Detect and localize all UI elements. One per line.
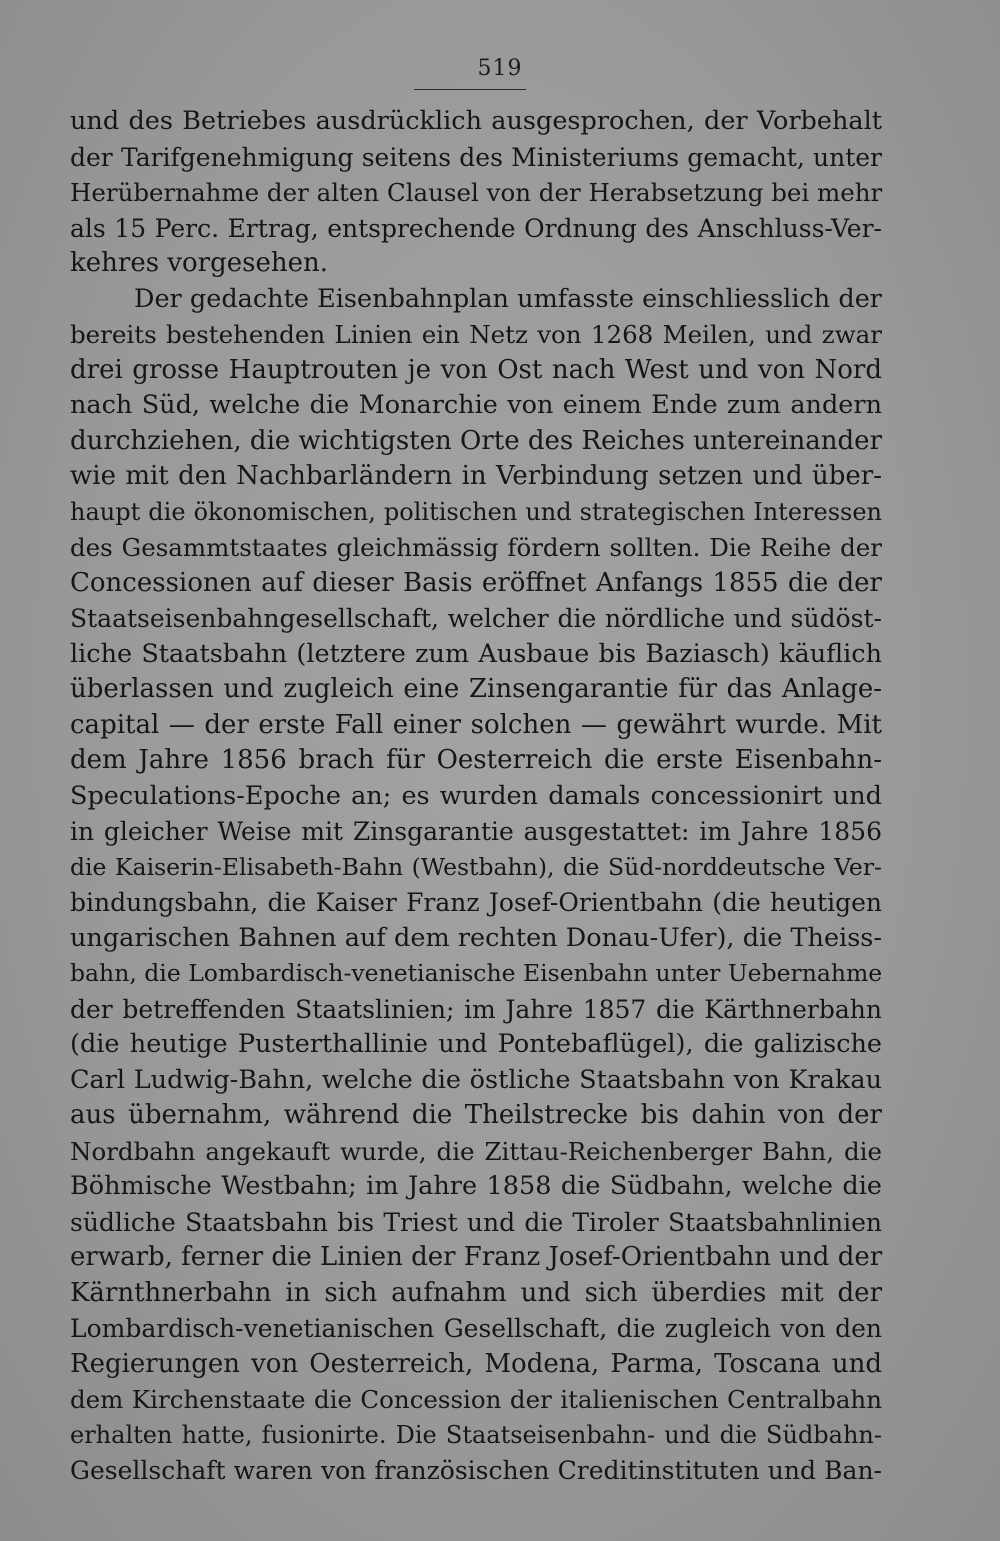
paragraph-start-line: Der gedachte Eisenbahnplan umfasste einschliesslich der <box>134 283 882 314</box>
text-line: Nordbahn angekauft wurde, die Zittau-Reichenberger Bahn, die <box>70 1136 882 1166</box>
text-line: kehres vorgesehen. <box>70 248 328 278</box>
text-line: als 15 Perc. Ertrag, entsprechende Ordnung des Anschluss-Ver- <box>70 213 882 243</box>
text-line: Kärnthnerbahn in sich aufnahm und sich überdies mit der <box>70 1277 882 1308</box>
text-line: Böhmische Westbahn; im Jahre 1858 die Südbahn, welche die <box>70 1171 882 1201</box>
text-line: des Gesammtstaates gleichmässig fördern sollten. Die Reihe der <box>70 533 882 562</box>
text-line: nach Süd, welche die Monarchie von einem Ende zum andern <box>70 390 882 420</box>
text-line: Lombardisch-venetianischen Gesellschaft, die zugleich von den <box>70 1314 882 1343</box>
body-text <box>70 104 882 1489</box>
text-line: Staatseisenbahngesellschaft, welcher die nördliche und südöst- <box>70 604 882 633</box>
text-line: aus übernahm, während die Theilstrecke bis dahin von der <box>70 1100 882 1130</box>
text-line: capital — der erste Fall einer solchen — gewährt wurde. Mit <box>70 709 882 740</box>
text-line: Gesellschaft waren von französischen Creditinstituten und Ban- <box>70 1456 882 1485</box>
text-line: haupt die ökonomischen, politischen und strategischen Interessen <box>70 497 882 526</box>
text-line: dem Jahre 1856 brach für Oesterreich die erste Eisenbahn- <box>70 745 882 775</box>
text-line: durchziehen, die wichtigsten Orte des Reiches untereinander <box>70 425 882 456</box>
text-line: Carl Ludwig-Bahn, welche die östliche Staatsbahn von Krakau <box>70 1064 882 1095</box>
text-line: ungarischen Bahnen auf dem rechten Donau-Ufer), die Theiss- <box>70 922 882 953</box>
text-line: bahn, die Lombardisch-venetianische Eisenbahn unter Uebernahme <box>70 959 883 987</box>
text-line: liche Staatsbahn (letztere zum Ausbaue bis Baziasch) käuflich <box>70 638 882 669</box>
text-line: Herübernahme der alten Clausel von der Herabsetzung bei mehr <box>70 178 883 207</box>
page-number-rule <box>414 89 526 90</box>
text-line: Speculations-Epoche an; es wurden damals concessionirt und <box>70 780 882 811</box>
text-line: Concessionen auf dieser Basis eröffnet Anfangs 1855 die der <box>70 567 882 598</box>
text-line: wie mit den Nachbarländern in Verbindung setzen und über- <box>70 461 882 491</box>
text-line: drei grosse Hauptrouten je von Ost nach West und von Nord <box>70 354 882 385</box>
text-line: bereits bestehenden Linien ein Netz von 1268 Meilen, und zwar <box>70 320 882 349</box>
text-line: erhalten hatte, fusionirte. Die Staatseisenbahn- und die Südbahn- <box>70 1420 882 1449</box>
text-line: (die heutige Pusterthallinie und Pontebaflügel), die galizische <box>70 1029 882 1059</box>
text-line: die Kaiserin-Elisabeth-Bahn (Westbahn), die Süd-norddeutsche Ver- <box>70 852 882 881</box>
page-number: 519 <box>477 56 523 81</box>
text-line: in gleicher Weise mit Zinsgarantie ausgestattet: im Jahre 1856 <box>70 817 882 846</box>
text-line: erwarb, ferner die Linien der Franz Josef-Orientbahn und der <box>70 1242 883 1272</box>
text-line: der betreffenden Staatslinien; im Jahre 1857 die Kärthnerbahn <box>70 994 882 1024</box>
text-line: Regierungen von Oesterreich, Modena, Parma, Toscana und <box>70 1348 882 1379</box>
text-line: dem Kirchenstaate die Concession der italienischen Centralbahn <box>70 1385 882 1414</box>
text-line: überlassen und zugleich eine Zinsengarantie für das Anlage- <box>70 674 882 704</box>
text-line: und des Betriebes ausdrücklich ausgesprochen, der Vorbehalt <box>70 106 882 136</box>
text-line: der Tarifgenehmigung seitens des Ministeriums gemacht, unter <box>70 142 882 172</box>
text-line: bindungsbahn, die Kaiser Franz Josef-Orientbahn (die heutigen <box>70 888 882 917</box>
text-line: südliche Staatsbahn bis Triest und die Tiroler Staatsbahnlinien <box>70 1207 882 1237</box>
